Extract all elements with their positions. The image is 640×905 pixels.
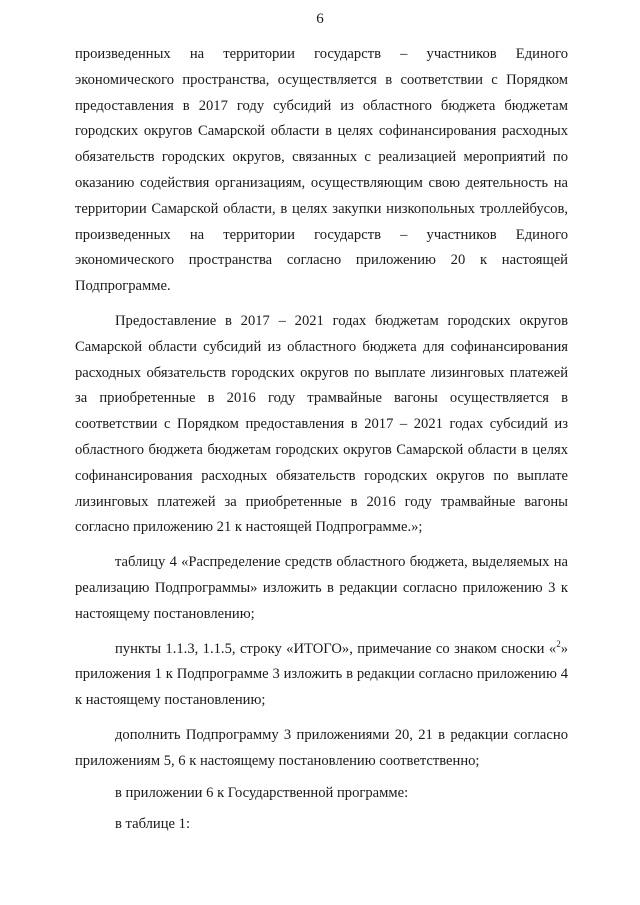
- text-line: расходных обязательств городских округов по выплате лизинговых платежей: [75, 364, 568, 381]
- text-line: экономического пространства, осуществляется в соответствии с Порядком: [75, 71, 568, 88]
- text-line: таблицу 4 «Распределение средств областного бюджета, выделяемых на: [115, 554, 568, 571]
- paragraph-table-4: [75, 550, 568, 627]
- paragraph-trolleybus-subsidy: [75, 42, 568, 300]
- text-line: предоставления в 2017 году субсидий из областного бюджета бюджетам: [75, 97, 568, 114]
- text-line: настоящему постановлению;: [75, 605, 255, 622]
- paragraph-appendix-6: [75, 781, 568, 807]
- paragraph-tram-leasing: [75, 309, 568, 541]
- text-fragment: »: [560, 640, 568, 657]
- document-body: [75, 42, 568, 838]
- text-line: Предоставление в 2017 – 2021 годах бюджетам городских округов: [115, 312, 568, 329]
- text-line: Самарской области субсидий из областного бюджета для софинансирования: [75, 338, 568, 355]
- text-line: к настоящему постановлению;: [75, 692, 266, 709]
- text-fragment: пункты 1.1.3, 1.1.5, строку «ИТОГО», примечание со знаком сноски «: [115, 640, 557, 657]
- text-line: оказанию содействия организациям, осуществляющим свою деятельность на: [75, 174, 568, 191]
- text-line: территории Самарской области, в целях закупки низкопольных троллейбусов,: [75, 200, 568, 217]
- text-line: Подпрограмме.: [75, 278, 171, 295]
- text-line: экономического пространства согласно приложению 20 к настоящей: [75, 252, 568, 269]
- text-line: приложения 1 к Подпрограмме 3 изложить в редакции согласно приложению 4: [75, 666, 568, 683]
- footnote-sign: 2: [556, 638, 561, 649]
- text-line: обязательств городских округов, связанных с реализацией мероприятий по: [75, 149, 568, 166]
- paragraph-items-appendix-1: [75, 637, 568, 714]
- page-number: 6: [316, 11, 324, 27]
- text-line: за приобретенные в 2016 году трамвайные вагоны осуществляется в: [75, 390, 568, 407]
- text-line: согласно приложению 21 к настоящей Подпрограмме.»;: [75, 519, 423, 536]
- text-line: областного бюджета бюджетам городских округов Самарской области в целях: [75, 441, 568, 458]
- text-line: произведенных на территории государств – участников Единого: [75, 46, 568, 62]
- text-line: лизинговых платежей за приобретенные в 2016 году трамвайные вагоны: [75, 493, 568, 510]
- text-line: произведенных на территории государств – участников Единого: [75, 226, 568, 243]
- text-line: городских округов Самарской области в целях софинансирования расходных: [75, 123, 568, 140]
- text-line: дополнить Подпрограмму 3 приложениями 20, 21 в редакции согласно: [115, 726, 568, 743]
- text-line: в таблице 1:: [115, 816, 191, 833]
- text-line: в приложении 6 к Государственной программе:: [115, 784, 409, 801]
- text-line: соответствии с Порядком предоставления в 2017 – 2021 годах субсидий из: [75, 416, 568, 433]
- text-line: софинансирования расходных обязательств городских округов по выплате: [75, 467, 568, 484]
- text-line: реализацию Подпрограммы» изложить в редакции согласно приложению 3 к: [75, 579, 568, 596]
- paragraph-supplement-appendices: [75, 723, 568, 775]
- paragraph-table-1: [75, 812, 568, 838]
- text-line: приложениям 5, 6 к настоящему постановлению соответственно;: [75, 752, 480, 769]
- text-line: [75, 637, 568, 663]
